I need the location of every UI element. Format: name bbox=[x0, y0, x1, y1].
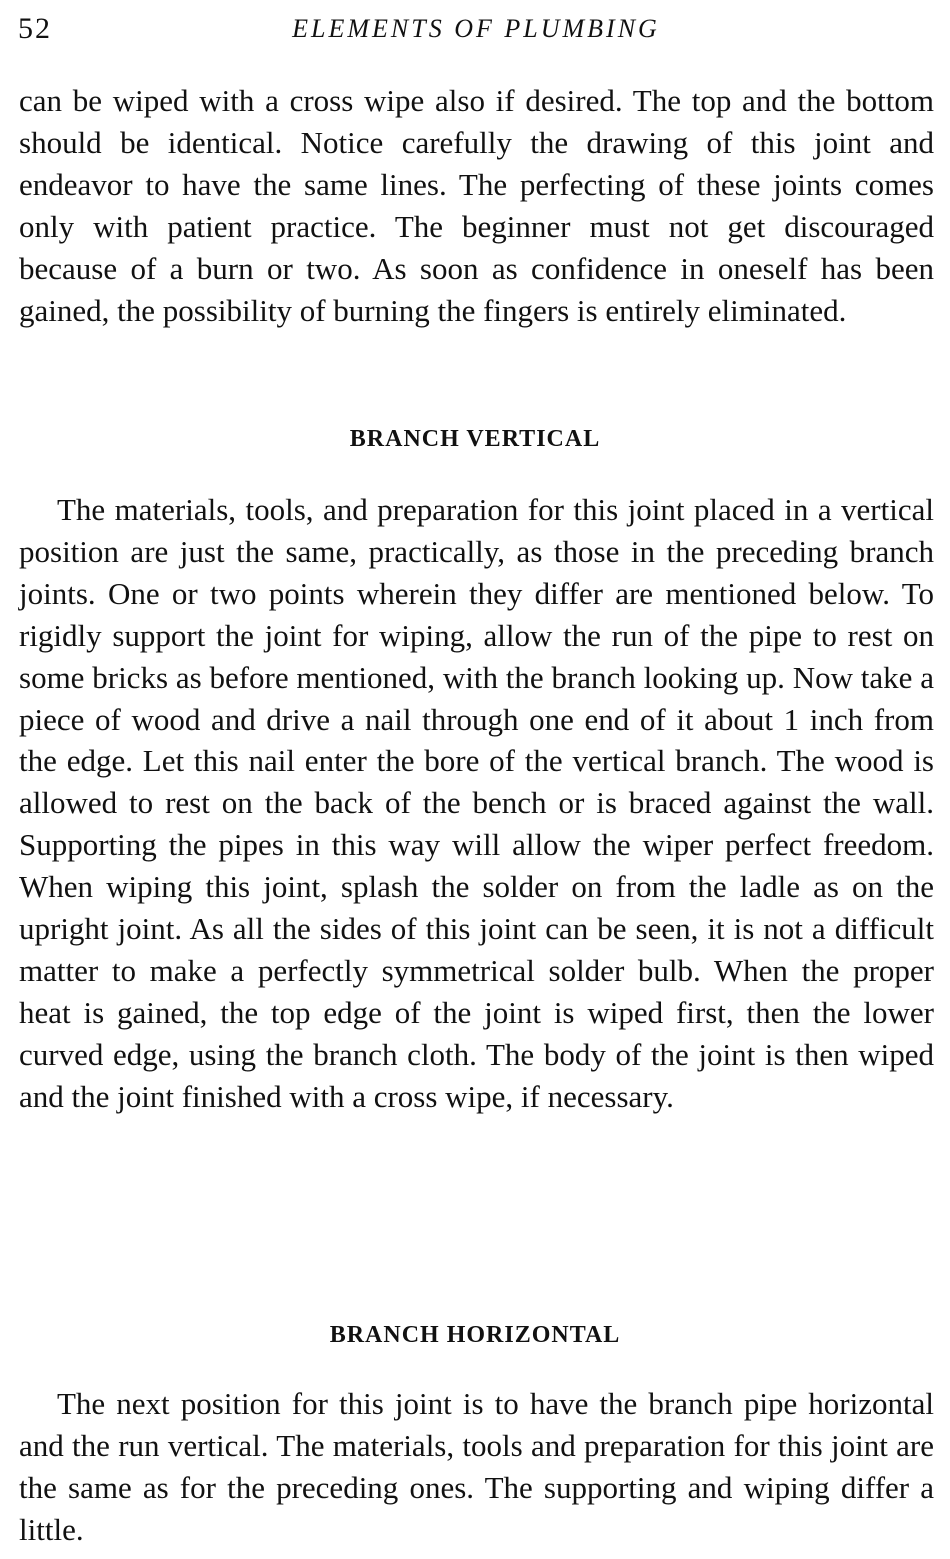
paragraph-branch-vertical: The materials, tools, and preparation for this joint placed in a vertical position are just the same, practically, as those in the preceding branch joints. One or two points wherein they differ are mentioned below. To rigidly support the joint for wiping, allow the run of the pipe to rest on some bricks as before mentioned, with the branch looking up. Now take a piece of wood and drive a nail through one end of it about 1 inch from the edge. Let this nail enter the bore of the vertical branch. The wood is allowed to rest on the back of the bench or is braced against the wall. Supporting the pipes in this way will allow the wiper perfect freedom. When wiping this joint, splash the solder on from the ladle as on the upright joint. As all the sides of this joint can be seen, it is not a difficult matter to make a perfectly symmetrical solder bulb. When the proper heat is gained, the top edge of the joint is wiped first, then the lower curved edge, using the branch cloth. The body of the joint is then wiped and the joint finished with a cross wipe, if necessary. bbox=[19, 492, 934, 1114]
running-head bbox=[18, 12, 934, 52]
section-heading-branch-vertical: BRANCH VERTICAL bbox=[349, 426, 601, 452]
section-heading-branch-horizontal: BRANCH HORIZONTAL bbox=[329, 1322, 621, 1348]
page-number: 52 bbox=[18, 12, 52, 45]
paragraph-continued: can be wiped with a cross wipe also if desired. The top and the bottom should be identical. Notice carefully the drawing of this joint and endeavor to have the same lines. The perfecting of these joints comes only with patient practice. The beginner must not get discouraged because of a burn or two. As soon as confidence in oneself has been gained, the possibility of burning the fingers is entirely eliminated. bbox=[19, 83, 934, 328]
paragraph-branch-horizontal: The next position for this joint is to have the branch pipe horizontal and the run vertical. The materials, tools and preparation for this joint are the same as for the preceding ones. The supporting and wiping differ a little. bbox=[19, 1386, 934, 1547]
book-title: ELEMENTS OF PLUMBING bbox=[292, 14, 660, 43]
